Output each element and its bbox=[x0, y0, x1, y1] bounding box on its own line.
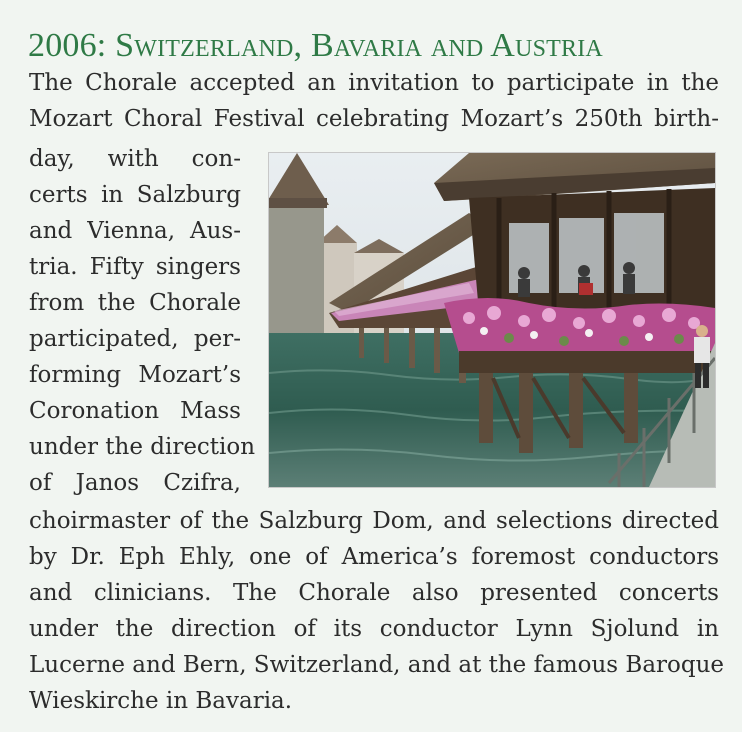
body-line-7: from the Chorale bbox=[29, 290, 241, 316]
body-line-17: Lucerne and Bern, Switzerland, and at the famous Baroque bbox=[29, 652, 725, 678]
body-line-12: of Janos Czifra, bbox=[29, 470, 241, 496]
body-line-6: tria. Fifty singers bbox=[29, 254, 241, 280]
body-line-14: by Dr. Eph Ehly, one of America’s foremost conductors bbox=[29, 544, 719, 570]
body-line-3: day, with con- bbox=[29, 146, 241, 172]
body-line-5: and Vienna, Aus- bbox=[29, 218, 241, 244]
chapel-bridge-photo bbox=[268, 152, 716, 488]
article-heading bbox=[28, 26, 603, 66]
body-line-1: The Chorale accepted an invitation to participate in the bbox=[29, 70, 719, 96]
chapel-bridge-illustration bbox=[269, 153, 715, 487]
body-line-13: choirmaster of the Salzburg Dom, and selections directed bbox=[29, 508, 719, 534]
heading-title: Switzerland, Bavaria and Austria bbox=[115, 27, 603, 64]
body-line-4: certs in Salzburg bbox=[29, 182, 241, 208]
body-line-15: and clinicians. The Chorale also presented concerts bbox=[29, 580, 719, 606]
body-line-11: under the direction bbox=[29, 434, 256, 460]
heading-year: 2006: bbox=[28, 27, 116, 64]
body-line-10: Coronation Mass bbox=[29, 398, 241, 424]
body-line-2: Mozart Choral Festival celebrating Mozart’s 250th birth- bbox=[29, 106, 719, 132]
body-line-16: under the direction of its conductor Lynn Sjolund in bbox=[29, 616, 719, 642]
body-line-9: forming Mozart’s bbox=[29, 362, 241, 388]
body-line-8: participated, per- bbox=[29, 326, 241, 352]
body-line-18: Wieskirche in Bavaria. bbox=[29, 688, 293, 714]
